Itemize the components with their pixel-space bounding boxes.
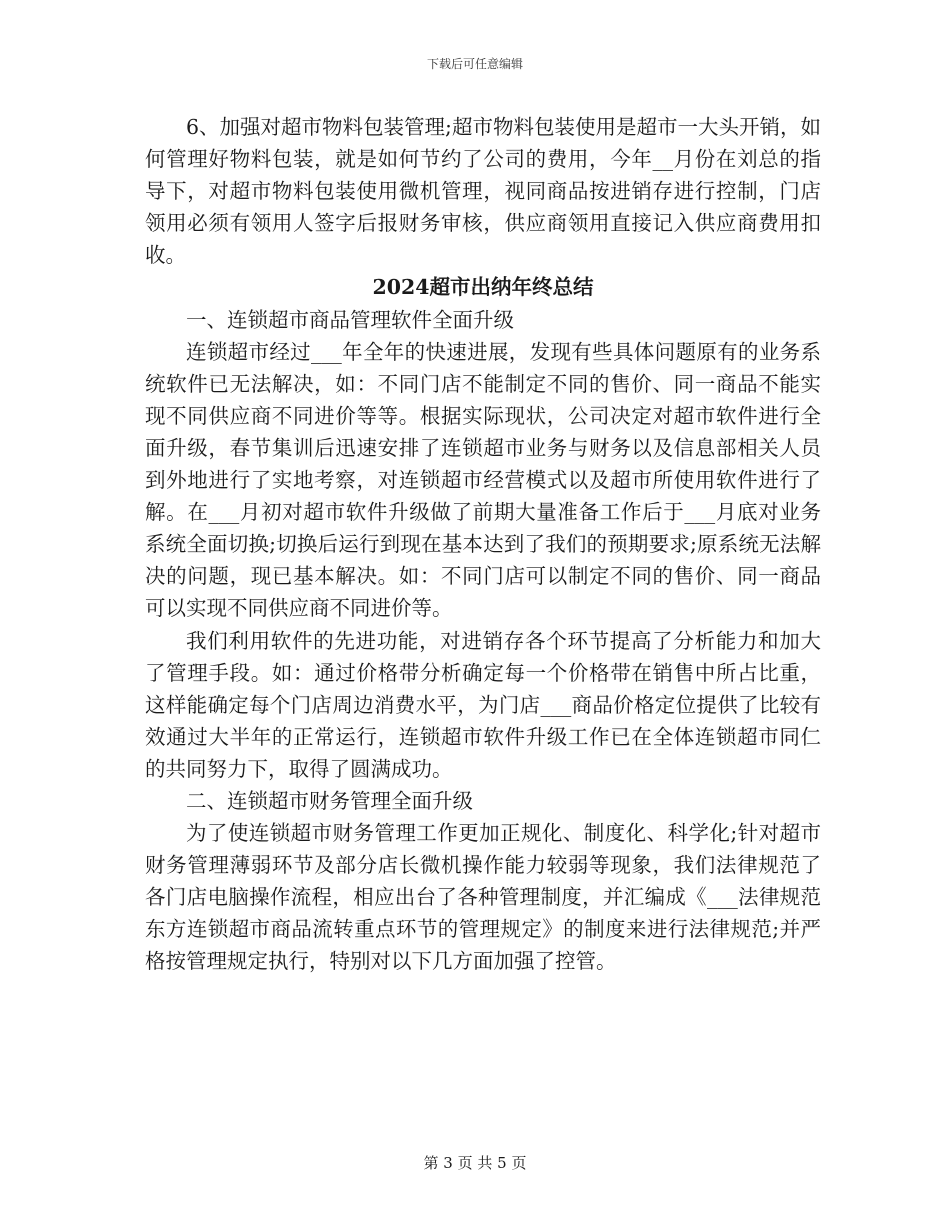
section-2-paragraph-1: 为了使连锁超市财务管理工作更加正规化、制度化、科学化;针对超市财务管理薄弱环节及部分店长微机操作能力较弱等现象，我们法律规范了各门店电脑操作流程，相应出台了各种管理制度，并汇编成《___法律规范东方连锁超市商品流转重点环节的管理规定》的制度来进行法律规范;并严格按管理规定执行，特别对以下几方面加强了控管。 bbox=[145, 821, 821, 974]
section-1-paragraph-1: 连锁超市经过___年全年的快速进展，发现有些具体问题原有的业务系统软件已无法解决，如：不同门店不能制定不同的售价、同一商品不能实现不同供应商不同进价等等。根据实际现状，公司决定对超市软件进行全面升级，春节集训后迅速安排了连锁超市业务与财务以及信息部相关人员到外地进行了实地考察，对连锁超市经营模式以及超市所使用软件进行了解。在___月初对超市软件升级做了前期大量准备工作后于___月底对业务系统全面切换;切换后运行到现在基本达到了我们的预期要求;原系统无法解决的问题，现已基本解决。如：不同门店可以制定不同的售价、同一商品可以实现不同供应商不同进价等。 bbox=[145, 339, 821, 621]
paragraph-item-6: 6、加强对超市物料包装管理;超市物料包装使用是超市一大头开销，如何管理好物料包装，就是如何节约了公司的费用，今年__月份在刘总的指导下，对超市物料包装使用微机管理，视同商品按进销存进行控制，门店领用必须有领用人签字后报财务审核，供应商领用直接记入供应商费用扣收。 bbox=[145, 115, 821, 268]
section-heading-2: 二、连锁超市财务管理全面升级 bbox=[186, 788, 473, 813]
page-number-footer: 第 3 页 共 5 页 bbox=[423, 1154, 527, 1172]
section-heading-1: 一、连锁超市商品管理软件全面升级 bbox=[186, 307, 514, 332]
page-header-note: 下载后可任意编辑 bbox=[426, 57, 523, 71]
document-body bbox=[145, 111, 821, 978]
section-1-paragraph-2: 我们利用软件的先进功能，对进销存各个环节提高了分析能力和加大了管理手段。如：通过价格带分析确定每一个价格带在销售中所占比重，这样能确定每个门店周边消费水平，为门店___商品价格定位提供了比较有效通过大半年的正常运行，连锁超市软件升级工作已在全体连锁超市同仁的共同努力下，取得了圆满成功。 bbox=[145, 628, 821, 781]
document-title: 2024超市出纳年终总结 bbox=[372, 275, 594, 300]
